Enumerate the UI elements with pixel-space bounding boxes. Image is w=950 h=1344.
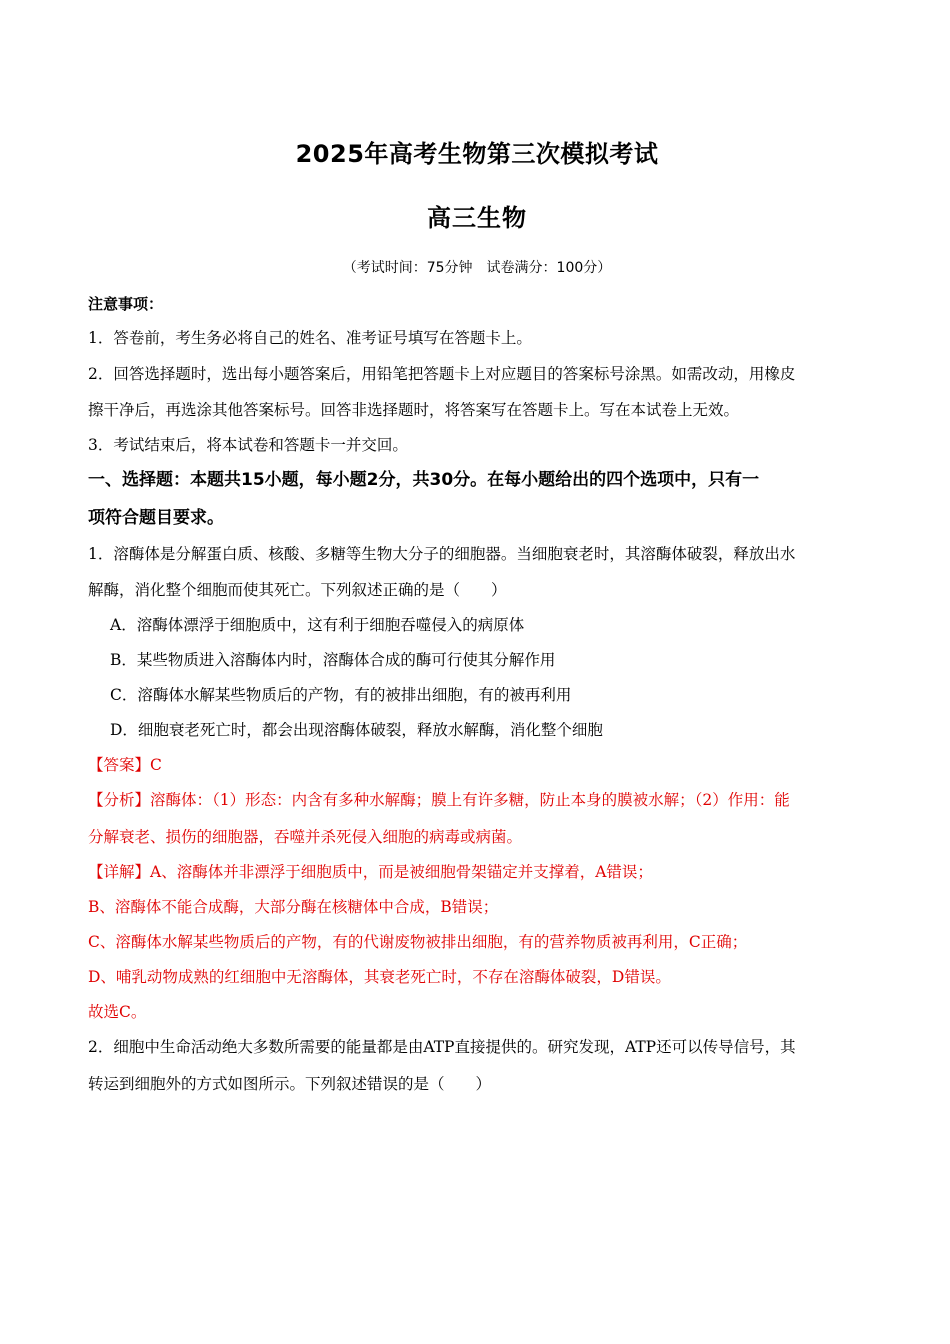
detail-line: 【详解】A、溶酶体并非漂浮于细胞质中，而是被细胞骨架锚定并支撑着，A错误；: [88, 863, 653, 881]
exam-title: 2025年高考生物第三次模拟考试: [295, 140, 659, 168]
notice-heading: 注意事项：: [88, 295, 164, 313]
notice-item: 1．答卷前，考生务必将自己的姓名、准考证号填写在答题卡上。: [88, 329, 532, 347]
notice-item: 擦干净后，再选涂其他答案标号。回答非选择题时，将答案写在答题卡上。写在本试卷上无效。: [88, 401, 740, 419]
option-c: C．溶酶体水解某些物质后的产物，有的被排出细胞，有的被再利用: [110, 686, 572, 704]
analysis-cont: 分解衰老、损伤的细胞器，吞噬并杀死侵入细胞的病毒或病菌。: [88, 828, 523, 846]
detail-line: C、溶酶体水解某些物质后的产物，有的代谢废物被排出细胞，有的营养物质被再利用，C正确；: [88, 933, 748, 951]
answer: 【答案】C: [88, 756, 162, 774]
option-d: D．细胞衰老死亡时，都会出现溶酶体破裂，释放水解酶，消化整个细胞: [110, 721, 603, 739]
section-heading-cont: 项符合题目要求。: [88, 508, 224, 528]
notice-item: 3．考试结束后，将本试卷和答题卡一并交回。: [88, 436, 408, 454]
option-b: B．某些物质进入溶酶体内时，溶酶体合成的酶可行使其分解作用: [110, 651, 556, 669]
section-heading: 一、选择题：本题共15小题，每小题2分，共30分。在每小题给出的四个选项中，只有一: [88, 470, 760, 490]
question-stem: 2．细胞中生命活动绝大多数所需要的能量都是由ATP直接提供的。研究发现，ATP还可以传导信号，其: [88, 1038, 796, 1056]
exam-subtitle: 高三生物: [427, 204, 527, 232]
analysis: 【分析】溶酶体：（1）形态：内含有多种水解酶；膜上有许多糖，防止本身的膜被水解；（2）作用：能: [88, 791, 790, 809]
exam-info: （考试时间：75分钟 试卷满分：100分）: [342, 260, 612, 276]
question-stem-cont: 解酶，消化整个细胞而使其死亡。下列叙述正确的是（ ）: [88, 581, 507, 599]
detail-line: B、溶酶体不能合成酶，大部分酶在核糖体中合成，B错误；: [88, 898, 499, 916]
detail-line: D、哺乳动物成熟的红细胞中无溶酶体，其衰老死亡时，不存在溶酶体破裂，D错误。: [88, 968, 671, 986]
conclusion: 故选C。: [88, 1003, 147, 1021]
notice-item: 2．回答选择题时，选出每小题答案后，用铅笔把答题卡上对应题目的答案标号涂黑。如需改动，用橡皮: [88, 365, 796, 383]
question-stem-cont: 转运到细胞外的方式如图所示。下列叙述错误的是（ ）: [88, 1075, 492, 1093]
question-stem: 1．溶酶体是分解蛋白质、核酸、多糖等生物大分子的细胞器。当细胞衰老时，其溶酶体破裂，释放出水: [88, 545, 796, 563]
option-a: A．溶酶体漂浮于细胞质中，这有利于细胞吞噬侵入的病原体: [110, 616, 525, 634]
